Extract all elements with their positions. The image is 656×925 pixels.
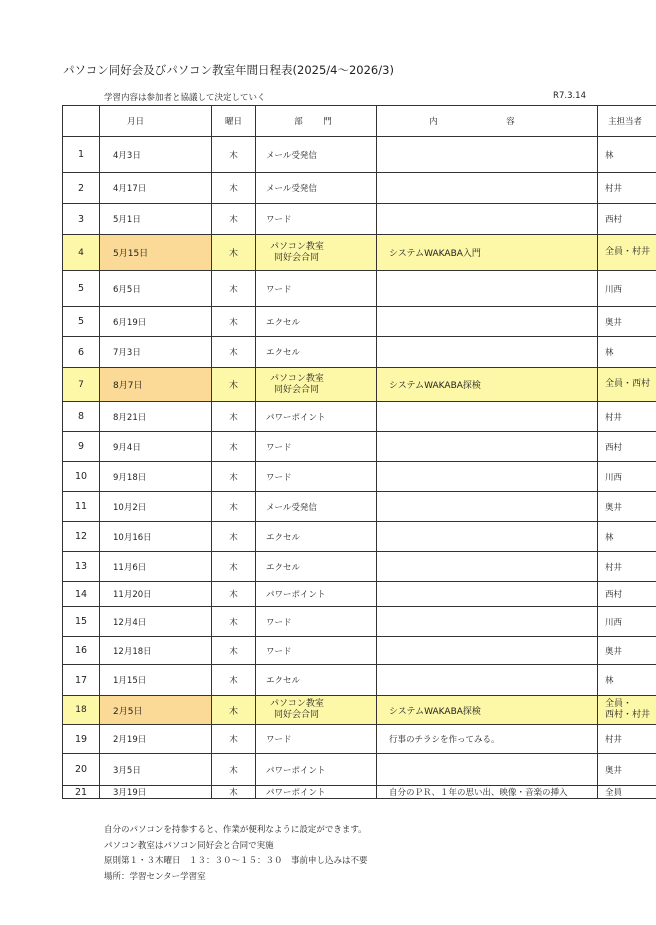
table-row bbox=[63, 337, 656, 368]
row-dept: パワーポイント bbox=[256, 786, 377, 799]
schedule-table bbox=[62, 105, 656, 799]
row-date: 7月3日 bbox=[100, 337, 212, 368]
table-row bbox=[63, 665, 656, 696]
row-number: 2 bbox=[63, 173, 100, 204]
row-number: 19 bbox=[63, 725, 100, 754]
row-day: 木 bbox=[212, 432, 256, 462]
row-dept: ワード bbox=[256, 637, 377, 665]
row-dept: エクセル bbox=[256, 665, 377, 696]
schedule-body bbox=[63, 137, 656, 799]
row-content bbox=[377, 402, 598, 432]
row-content bbox=[377, 754, 598, 786]
row-responsible: 全員・西村 bbox=[598, 368, 656, 402]
row-day: 木 bbox=[212, 307, 256, 337]
row-day: 木 bbox=[212, 552, 256, 582]
notes bbox=[104, 823, 368, 885]
row-number: 17 bbox=[63, 665, 100, 696]
table-row bbox=[63, 607, 656, 637]
dept-line: パソコン教室 bbox=[270, 373, 324, 384]
row-date: 10月2日 bbox=[100, 492, 212, 522]
note-line: 自分のパソコンを持参すると、作業が便利なように設定ができます。 bbox=[104, 825, 367, 835]
row-dept: ワード bbox=[256, 432, 377, 462]
row-content bbox=[377, 337, 598, 368]
row-number: 12 bbox=[63, 522, 100, 552]
row-responsible: 林 bbox=[598, 137, 656, 173]
row-day: 木 bbox=[212, 173, 256, 204]
row-responsible: 奥井 bbox=[598, 637, 656, 665]
row-date: 8月21日 bbox=[100, 402, 212, 432]
row-dept: ワード bbox=[256, 725, 377, 754]
table-row bbox=[63, 432, 656, 462]
table-row bbox=[63, 462, 656, 492]
row-date: 9月18日 bbox=[100, 462, 212, 492]
row-dept: ワード bbox=[256, 462, 377, 492]
row-content bbox=[377, 637, 598, 665]
row-day: 木 bbox=[212, 402, 256, 432]
row-number: 18 bbox=[63, 696, 100, 725]
row-responsible: 奥井 bbox=[598, 307, 656, 337]
row-day: 木 bbox=[212, 725, 256, 754]
row-number: 10 bbox=[63, 462, 100, 492]
row-date: 12月18日 bbox=[100, 637, 212, 665]
row-dept: パワーポイント bbox=[256, 582, 377, 607]
row-dept: メール受発信 bbox=[256, 137, 377, 173]
table-row bbox=[63, 696, 656, 725]
row-responsible: 村井 bbox=[598, 173, 656, 204]
row-day: 木 bbox=[212, 665, 256, 696]
row-day: 木 bbox=[212, 582, 256, 607]
row-dept: エクセル bbox=[256, 522, 377, 552]
row-dept: ワード bbox=[256, 204, 377, 235]
row-date: 6月5日 bbox=[100, 271, 212, 307]
row-number: 5 bbox=[63, 271, 100, 307]
table-row bbox=[63, 522, 656, 552]
row-date: 3月5日 bbox=[100, 754, 212, 786]
row-content: システムWAKABA探検 bbox=[377, 696, 598, 725]
row-dept: エクセル bbox=[256, 552, 377, 582]
dept-line: パソコン教室 bbox=[270, 699, 324, 709]
row-responsible: 西村 bbox=[598, 204, 656, 235]
table-row bbox=[63, 582, 656, 607]
row-responsible: 村井 bbox=[598, 402, 656, 432]
row-dept: パワーポイント bbox=[256, 402, 377, 432]
note-line: 場所：学習センター学習室 bbox=[104, 871, 206, 882]
dept-line: 同好会合同 bbox=[274, 252, 320, 263]
table-row bbox=[63, 552, 656, 582]
page-title: パソコン同好会及びパソコン教室年間日程表(2025/4～2026/3) bbox=[63, 63, 394, 77]
row-responsible: 全員 bbox=[598, 786, 656, 799]
row-number: 3 bbox=[63, 204, 100, 235]
row-content bbox=[377, 665, 598, 696]
row-dept: メール受発信 bbox=[256, 492, 377, 522]
table-row bbox=[63, 725, 656, 754]
row-responsible: 村井 bbox=[598, 725, 656, 754]
table-row bbox=[63, 271, 656, 307]
row-content: システムWAKABA入門 bbox=[377, 235, 598, 271]
row-content bbox=[377, 462, 598, 492]
row-number: 15 bbox=[63, 607, 100, 637]
table-row bbox=[63, 137, 656, 173]
row-content bbox=[377, 492, 598, 522]
row-responsible: 川西 bbox=[598, 607, 656, 637]
row-dept: ワード bbox=[256, 607, 377, 637]
row-day: 木 bbox=[212, 786, 256, 799]
row-number: 21 bbox=[63, 786, 100, 799]
row-number: 7 bbox=[63, 368, 100, 402]
document-date: R7.3.14 bbox=[553, 91, 586, 101]
row-day: 木 bbox=[212, 235, 256, 271]
row-date: 3月19日 bbox=[100, 786, 212, 799]
row-content bbox=[377, 582, 598, 607]
row-content bbox=[377, 271, 598, 307]
row-day: 木 bbox=[212, 204, 256, 235]
row-date: 2月19日 bbox=[100, 725, 212, 754]
row-number: 4 bbox=[63, 235, 100, 271]
row-content: 行事のチラシを作ってみる。 bbox=[377, 725, 598, 754]
subtitle: 学習内容は参加者と協議して決定していく bbox=[104, 93, 266, 103]
dept-line: 同好会合同 bbox=[274, 710, 320, 720]
row-day: 木 bbox=[212, 607, 256, 637]
row-dept: エクセル bbox=[256, 337, 377, 368]
row-day: 木 bbox=[212, 637, 256, 665]
table-row bbox=[63, 637, 656, 665]
table-row bbox=[63, 204, 656, 235]
row-content: システムWAKABA探検 bbox=[377, 368, 598, 402]
row-day: 木 bbox=[212, 522, 256, 552]
row-date: 10月16日 bbox=[100, 522, 212, 552]
table-row bbox=[63, 368, 656, 402]
row-dept: メール受発信 bbox=[256, 173, 377, 204]
table-row bbox=[63, 492, 656, 522]
row-number: 1 bbox=[63, 137, 100, 173]
header-date: 月日 bbox=[100, 106, 212, 137]
header-dept: 部 門 bbox=[256, 106, 377, 137]
row-date: 12月4日 bbox=[100, 607, 212, 637]
row-day: 木 bbox=[212, 137, 256, 173]
subtitle-row bbox=[104, 91, 584, 103]
row-content bbox=[377, 522, 598, 552]
note-line: パソコン教室はパソコン同好会と合同で実施 bbox=[104, 840, 274, 851]
row-day: 木 bbox=[212, 462, 256, 492]
row-number: 14 bbox=[63, 582, 100, 607]
table-row bbox=[63, 235, 656, 271]
header-number bbox=[63, 106, 100, 137]
row-day: 木 bbox=[212, 754, 256, 786]
row-number: 8 bbox=[63, 402, 100, 432]
row-date: 2月5日 bbox=[100, 696, 212, 725]
row-date: 8月7日 bbox=[100, 368, 212, 402]
row-number: 20 bbox=[63, 754, 100, 786]
dept-line: 同好会合同 bbox=[274, 384, 320, 395]
row-date: 5月15日 bbox=[100, 235, 212, 271]
row-number: 5 bbox=[63, 307, 100, 337]
header-day: 曜日 bbox=[212, 106, 256, 137]
row-number: 6 bbox=[63, 337, 100, 368]
row-responsible: 林 bbox=[598, 665, 656, 696]
row-day: 木 bbox=[212, 696, 256, 725]
dept-line: パソコン教室 bbox=[270, 241, 324, 252]
responsible-line: 全員・ bbox=[605, 699, 633, 709]
row-day: 木 bbox=[212, 492, 256, 522]
row-date: 6月19日 bbox=[100, 307, 212, 337]
row-content bbox=[377, 552, 598, 582]
row-dept: エクセル bbox=[256, 307, 377, 337]
row-content bbox=[377, 307, 598, 337]
row-content: 自分のＰＲ、１年の思い出、映像・音楽の挿入 bbox=[377, 786, 598, 799]
row-content bbox=[377, 173, 598, 204]
row-responsible: 奥井 bbox=[598, 492, 656, 522]
table-row bbox=[63, 786, 656, 799]
row-date: 11月6日 bbox=[100, 552, 212, 582]
row-responsible: 川西 bbox=[598, 462, 656, 492]
row-responsible bbox=[598, 696, 656, 725]
row-number: 11 bbox=[63, 492, 100, 522]
row-content bbox=[377, 432, 598, 462]
row-date: 1月15日 bbox=[100, 665, 212, 696]
row-date: 4月17日 bbox=[100, 173, 212, 204]
table-row bbox=[63, 402, 656, 432]
row-number: 13 bbox=[63, 552, 100, 582]
row-number: 9 bbox=[63, 432, 100, 462]
row-dept bbox=[256, 696, 377, 725]
row-date: 11月20日 bbox=[100, 582, 212, 607]
row-date: 5月1日 bbox=[100, 204, 212, 235]
row-number: 16 bbox=[63, 637, 100, 665]
row-responsible: 村井 bbox=[598, 552, 656, 582]
row-responsible: 奥井 bbox=[598, 754, 656, 786]
row-responsible: 林 bbox=[598, 337, 656, 368]
row-dept bbox=[256, 368, 377, 402]
row-responsible: 全員・村井 bbox=[598, 235, 656, 271]
table-row bbox=[63, 307, 656, 337]
row-responsible: 西村 bbox=[598, 582, 656, 607]
row-date: 9月4日 bbox=[100, 432, 212, 462]
header-row bbox=[63, 106, 656, 137]
row-dept: ワード bbox=[256, 271, 377, 307]
header-responsible: 主担当者 bbox=[598, 106, 656, 137]
row-content bbox=[377, 607, 598, 637]
row-responsible: 西村 bbox=[598, 432, 656, 462]
note-line: 原則第１・３木曜日 １３：３０～１５：３０ 事前申し込みは不要 bbox=[104, 856, 368, 866]
row-content bbox=[377, 137, 598, 173]
row-dept: パワーポイント bbox=[256, 754, 377, 786]
row-day: 木 bbox=[212, 368, 256, 402]
responsible-line: 西村・村井 bbox=[605, 710, 651, 720]
row-responsible: 林 bbox=[598, 522, 656, 552]
row-content bbox=[377, 204, 598, 235]
row-dept bbox=[256, 235, 377, 271]
table-row bbox=[63, 173, 656, 204]
row-responsible: 川西 bbox=[598, 271, 656, 307]
row-day: 木 bbox=[212, 271, 256, 307]
header-content: 内 容 bbox=[377, 106, 598, 137]
row-date: 4月3日 bbox=[100, 137, 212, 173]
row-day: 木 bbox=[212, 337, 256, 368]
table-row bbox=[63, 754, 656, 786]
